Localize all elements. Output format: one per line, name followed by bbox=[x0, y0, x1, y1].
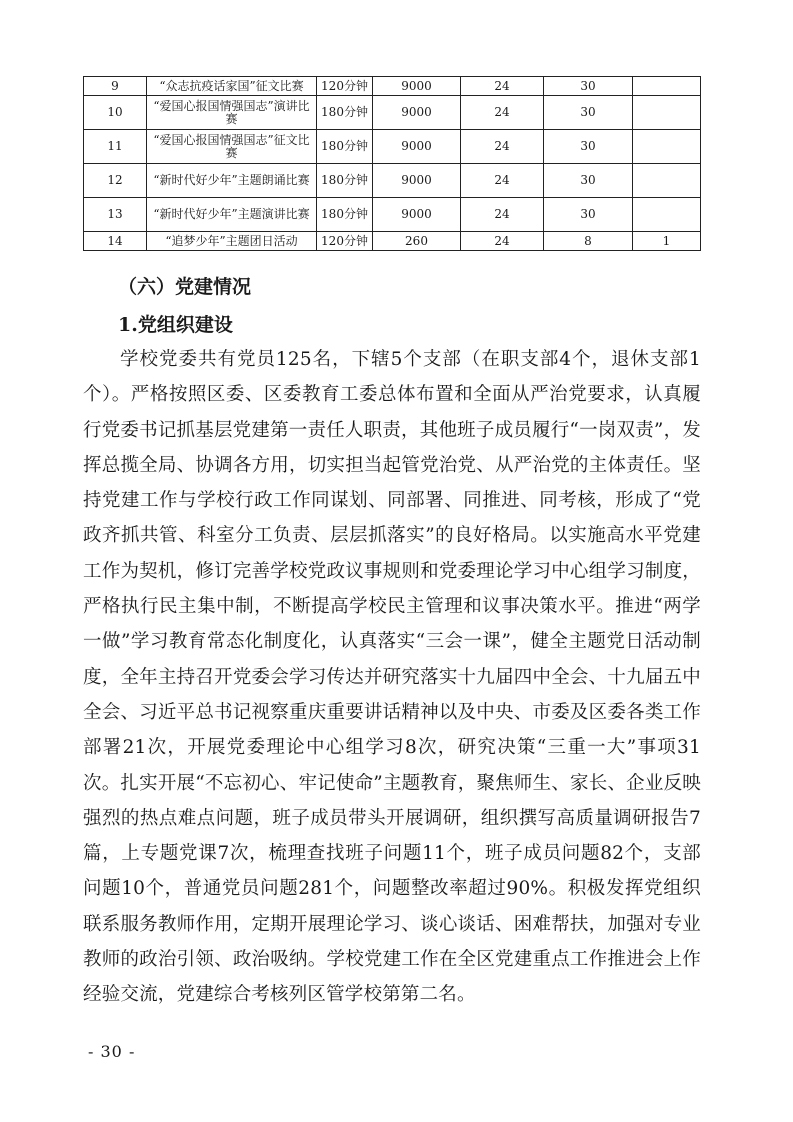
activity-duration: 180分钟 bbox=[317, 130, 373, 164]
activity-name: “追梦少年”主题团日活动 bbox=[147, 232, 317, 251]
table-cell: 1 bbox=[633, 232, 701, 251]
activity-name: “新时代好少年”主题演讲比赛 bbox=[147, 198, 317, 232]
table-row bbox=[84, 130, 701, 164]
table-cell: 24 bbox=[461, 164, 544, 198]
section-heading: （六）党建情况 bbox=[118, 276, 252, 298]
table-row bbox=[84, 164, 701, 198]
table-cell: 9000 bbox=[373, 130, 461, 164]
table-row bbox=[84, 198, 701, 232]
body-paragraph: 学校党委共有党员125名，下辖5个支部（在职支部4个，退休支部1个）。严格按照区委、区委教育工委总体布置和全面从严治党要求，认真履行党委书记抓基层党建第一责任人职责，其他班子成员履行“一岗双责”，发挥总揽全局、协调各方用，切实担当起管党治党、从严治党的主体责任。坚持党建工作与学校行政工作同谋划、同部署、同推进、同考核，形成了“党政齐抓共管、科室分工负责、层层抓落实”的良好格局。以实施高水平党建工作为契机，修订完善学校党政议事规则和党委理论学习中心组学习制度，严格执行民主集中制，不断提高学校民主管理和议事决策水平。推进“两学一做”学习教育常态化制度化，认真落实“三会一课”，健全主题党日活动制度，全年主持召开党委会学习传达并研究落实十九届四中全会、十九届五中全会、习近平总书记视察重庆重要讲话精神以及中央、市委及区委各类工作部署21次，开展党委理论中心组学习8次，研究决策“三重一大”事项31次。扎实开展“不忘初心、牢记使命”主题教育，聚焦师生、家长、企业反映强烈的热点难点问题，班子成员带头开展调研，组织撰写高质量调研报告7篇，上专题党课7次，梳理查找班子问题11个，班子成员问题82个，支部问题10个，普通党员问题281个，问题整改率超过90%。积极发挥党组织联系服务教师作用，定期开展理论学习、谈心谈话、困难帮扶，加强对专业教师的政治引领、政治吸纳。学校党建工作在全区党建重点工作推进会上作经验交流，党建综合考核列区管学校第第二名。 bbox=[83, 349, 701, 1006]
table-cell: 30 bbox=[544, 198, 633, 232]
table-row bbox=[84, 77, 701, 96]
row-number: 13 bbox=[84, 198, 147, 232]
table-cell: 9000 bbox=[373, 96, 461, 130]
table-cell: 24 bbox=[461, 198, 544, 232]
table-cell: 8 bbox=[544, 232, 633, 251]
table-cell: 24 bbox=[461, 96, 544, 130]
activity-name: “新时代好少年”主题朗诵比赛 bbox=[147, 164, 317, 198]
table-cell bbox=[633, 130, 701, 164]
table-cell: 260 bbox=[373, 232, 461, 251]
row-number: 9 bbox=[84, 77, 147, 96]
table-cell: 9000 bbox=[373, 77, 461, 96]
activity-duration: 120分钟 bbox=[317, 77, 373, 96]
sub-heading: 1.党组织建设 bbox=[118, 314, 233, 336]
table-cell bbox=[633, 96, 701, 130]
table-cell: 24 bbox=[461, 130, 544, 164]
activity-duration: 120分钟 bbox=[317, 232, 373, 251]
activity-name: “爱国心报国情强国志”征文比赛 bbox=[147, 130, 317, 164]
table-cell: 24 bbox=[461, 77, 544, 96]
table-cell: 30 bbox=[544, 164, 633, 198]
row-number: 12 bbox=[84, 164, 147, 198]
table-cell bbox=[633, 198, 701, 232]
table-cell: 30 bbox=[544, 96, 633, 130]
activity-duration: 180分钟 bbox=[317, 96, 373, 130]
row-number: 14 bbox=[84, 232, 147, 251]
table-cell: 24 bbox=[461, 232, 544, 251]
table-cell bbox=[633, 77, 701, 96]
table-cell: 9000 bbox=[373, 164, 461, 198]
row-number: 10 bbox=[84, 96, 147, 130]
table-cell: 30 bbox=[544, 130, 633, 164]
table-row bbox=[84, 96, 701, 130]
table-cell: 9000 bbox=[373, 198, 461, 232]
activity-name: “爱国心报国情强国志”演讲比赛 bbox=[147, 96, 317, 130]
table-row bbox=[84, 232, 701, 251]
activities-table bbox=[83, 76, 701, 251]
table-cell: 30 bbox=[544, 77, 633, 96]
row-number: 11 bbox=[84, 130, 147, 164]
activity-duration: 180分钟 bbox=[317, 164, 373, 198]
activity-name: “众志抗疫话家国”征文比赛 bbox=[147, 77, 317, 96]
page-number: - 30 - bbox=[88, 1042, 136, 1061]
table-cell bbox=[633, 164, 701, 198]
activity-duration: 180分钟 bbox=[317, 198, 373, 232]
